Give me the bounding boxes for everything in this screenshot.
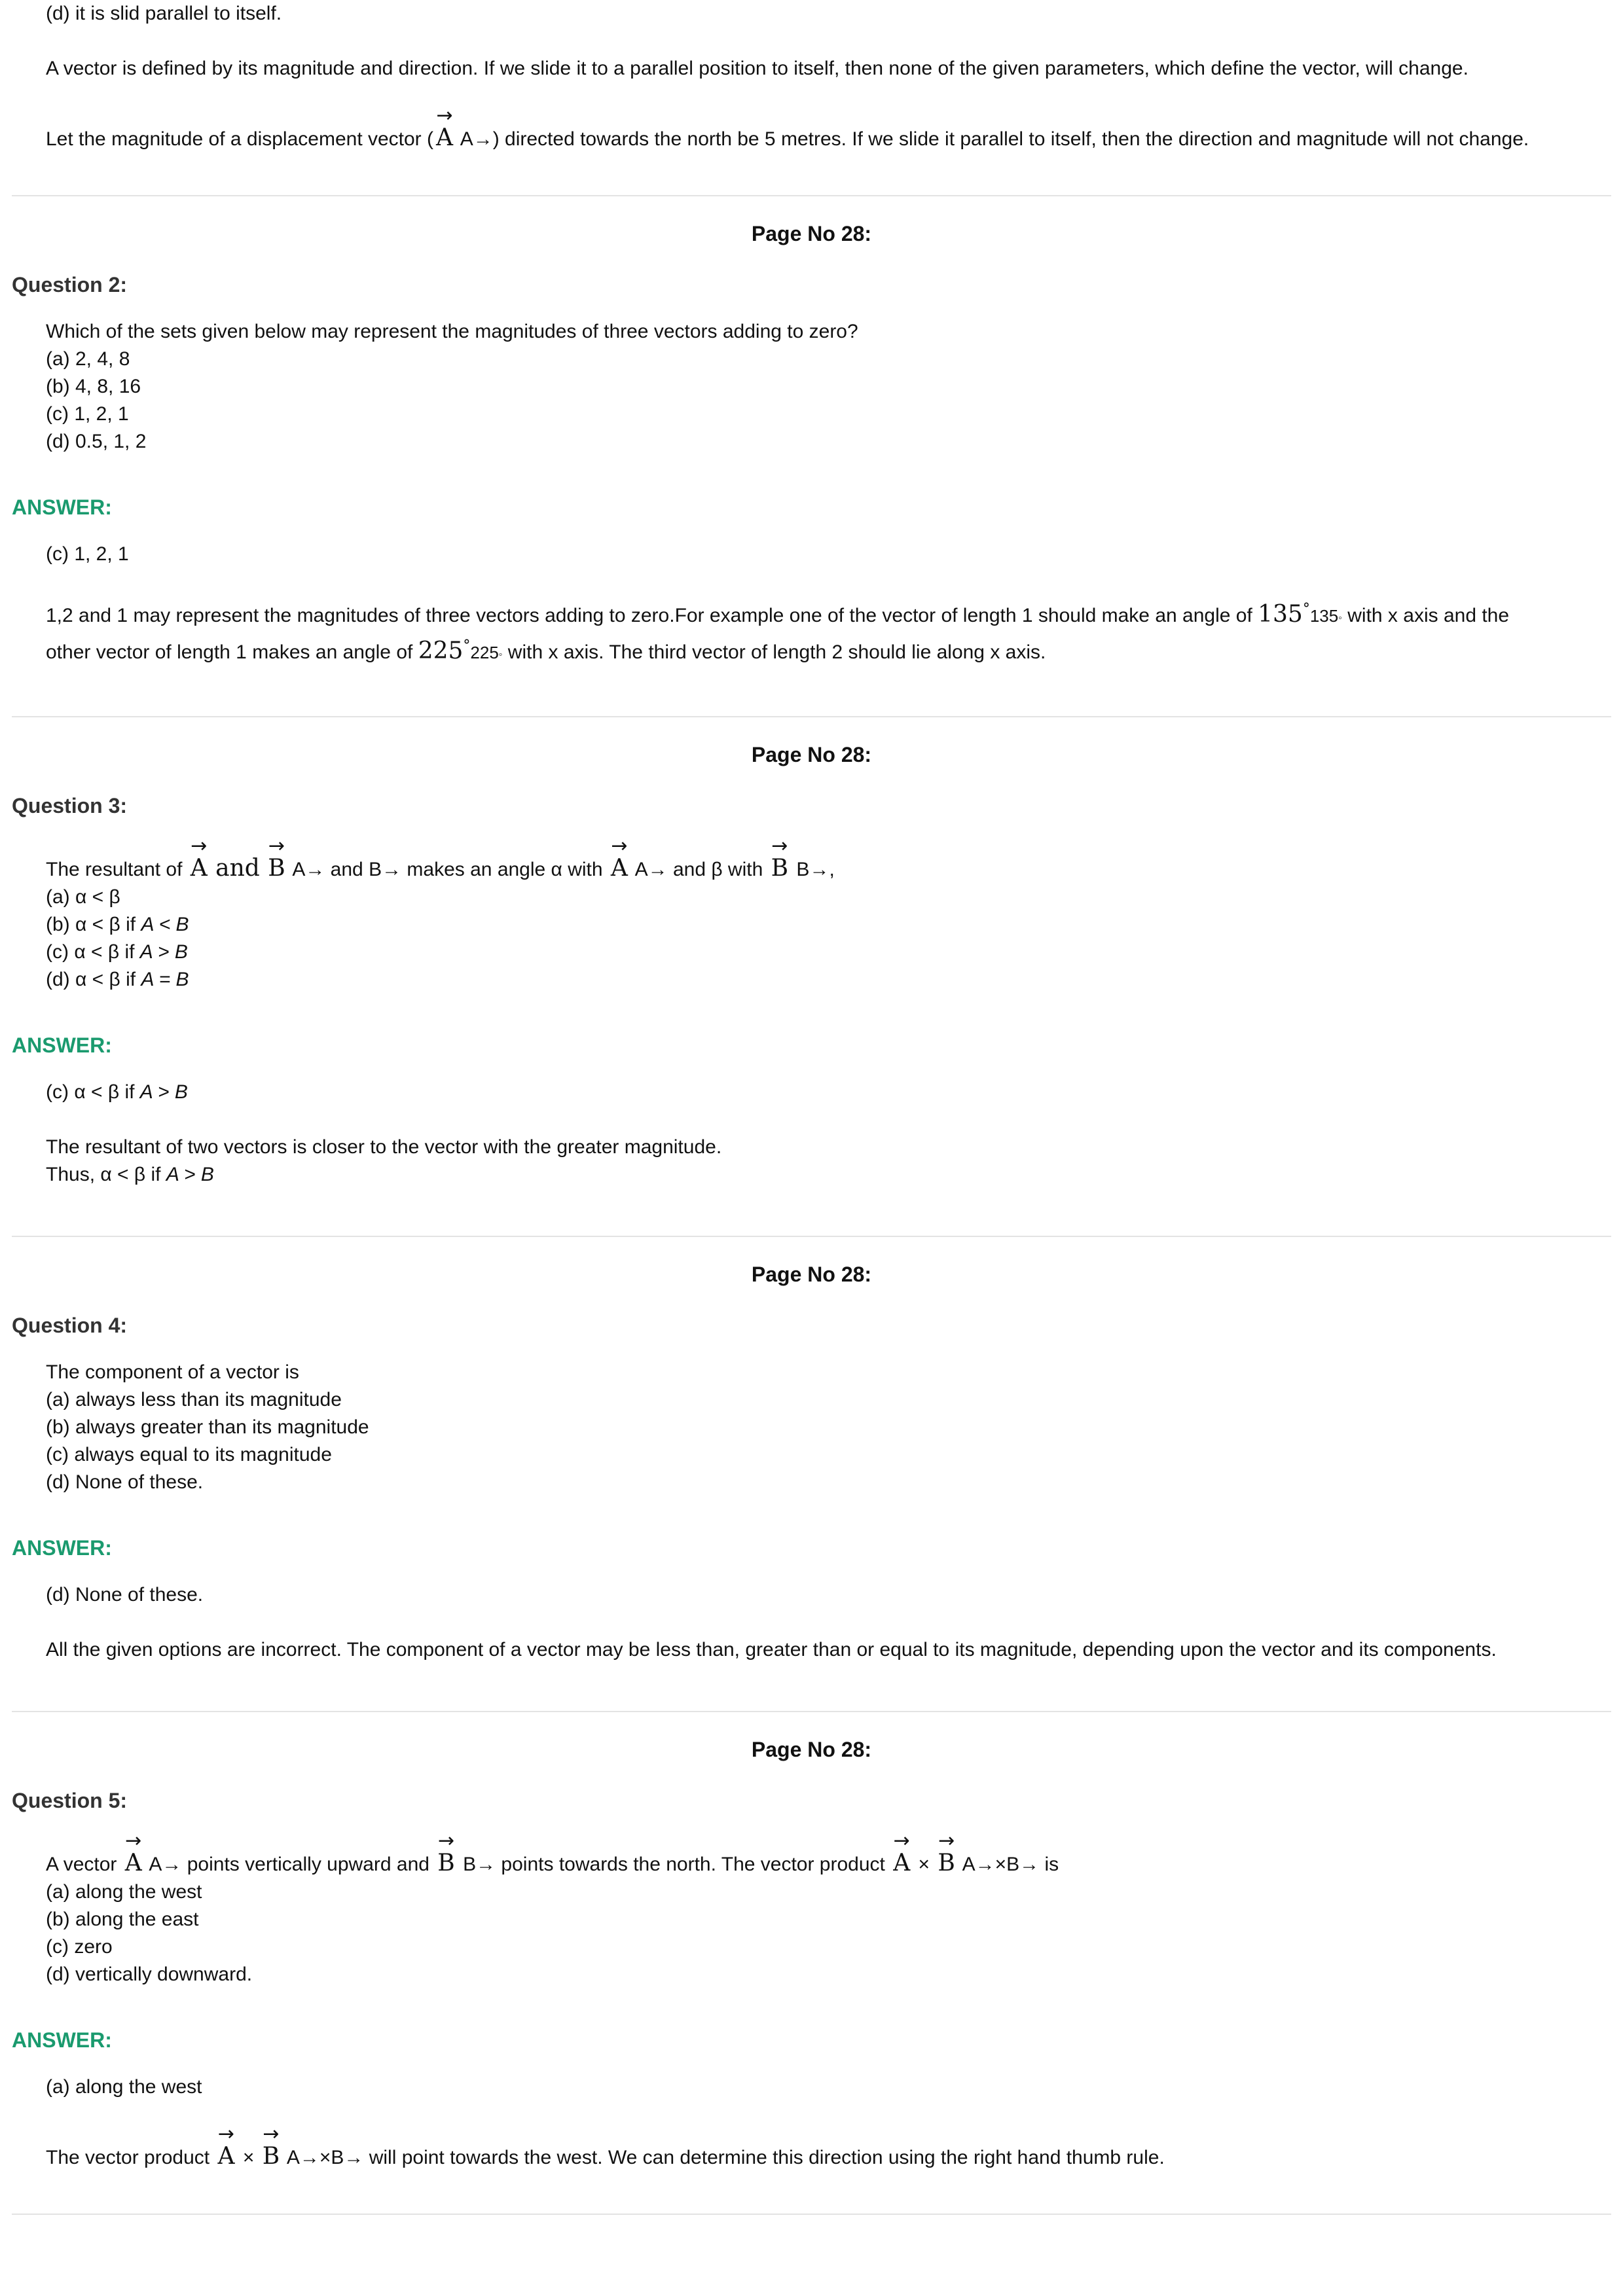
question-4-body: [46, 1359, 1610, 1496]
vector-a-symbol: → A: [608, 855, 630, 882]
question-3-text: The resultant of → A and → B A→ and B→ makes an angle α with → A A→ and β with → B B→,: [46, 855, 1610, 884]
question-3-body: [46, 855, 1610, 994]
question-2-option: (a) 2, 4, 8: [46, 348, 130, 370]
vector-b-symbol: → B: [935, 1850, 957, 1877]
question-5-text: A vector → A A→ points vertically upward and → B B→ points towards the north. The vector product → A × → B A→×B→ is: [46, 1850, 1610, 1878]
answer-2-body: [46, 541, 1610, 669]
question-2-body: [46, 318, 1610, 456]
question-3-option: (a) α < β: [46, 886, 120, 908]
answer-5-body: [46, 2073, 1610, 2172]
question-3-option: (d) α < β if A = B: [46, 969, 189, 990]
answer-4-choice: (d) None of these.: [46, 1584, 204, 1605]
cross-product-symbol: ×: [918, 1854, 930, 1875]
vector-a-symbol: → A: [215, 2143, 237, 2170]
separator: [12, 2214, 1611, 2215]
question-2-option: (b) 4, 8, 16: [46, 376, 141, 397]
q1-option-d: (d) it is slid parallel to itself.: [46, 3, 282, 24]
question-4-option: (a) always less than its magnitude: [46, 1389, 342, 1410]
answer-2-explanation-line-1: 1,2 and 1 may represent the magnitudes of three vectors adding to zero.For example one of the vector of length 1 should make an angle of 135°135◦ with x axis and the: [46, 601, 1510, 628]
page-number-label: Page No 28:: [751, 743, 872, 766]
q1-continuation: [46, 0, 1610, 153]
answer-3-explanation-line-1: The resultant of two vectors is closer to the vector with the greater magnitude.: [46, 1136, 722, 1158]
page-number-label: Page No 28:: [751, 1263, 872, 1286]
question-5-heading: Question 5:: [12, 1789, 128, 1812]
answer-label: ANSWER:: [12, 1536, 112, 1560]
question-2-text: Which of the sets given below may represent the magnitudes of three vectors adding to zero?: [46, 321, 858, 342]
page-number-label: Page No 28:: [751, 1738, 872, 1761]
question-5-option: (b) along the east: [46, 1909, 199, 1930]
vector-b-symbol: → B: [435, 1850, 457, 1877]
vector-b-symbol: → B: [265, 855, 287, 882]
page-number-label: Page No 28:: [751, 222, 872, 245]
question-4-heading: Question 4:: [12, 1314, 128, 1337]
vector-b-symbol: → B: [260, 2143, 282, 2170]
question-2-heading: Question 2:: [12, 273, 128, 296]
question-5-option: (a) along the west: [46, 1881, 202, 1903]
question-5-body: [46, 1850, 1610, 1988]
answer-5-choice: (a) along the west: [46, 2076, 202, 2098]
q1-explanation-1: A vector is defined by its magnitude and direction. If we slide it to a parallel position to itself, then none of the given parameters, which define the vector, will change.: [46, 58, 1468, 79]
answer-3-explanation-line-2: Thus, α < β if A > B: [46, 1164, 214, 1185]
question-2-option: (d) 0.5, 1, 2: [46, 431, 147, 452]
answer-2-explanation-line-2: other vector of length 1 makes an angle of 225°225◦ with x axis. The third vector of length 2 should lie along x axis.: [46, 637, 1046, 664]
answer-5-explanation: The vector product → A × → B A→×B→ will point towards the west. We can determine this direction using the right hand thumb rule.: [46, 2143, 1610, 2172]
question-4-option: (b) always greater than its magnitude: [46, 1416, 369, 1438]
answer-4-explanation: All the given options are incorrect. The component of a vector may be less than, greater than or equal to its magnitude, depending upon the vector and its components.: [46, 1639, 1497, 1660]
vector-a-symbol: → A: [890, 1850, 913, 1877]
answer-label: ANSWER:: [12, 2028, 112, 2052]
question-4-option: (c) always equal to its magnitude: [46, 1444, 332, 1465]
vector-b-symbol: → B: [769, 855, 791, 882]
vector-a-symbol: → A: [188, 855, 210, 882]
question-4-option: (d) None of these.: [46, 1471, 204, 1493]
answer-4-body: [46, 1581, 1610, 1664]
question-5-option: (d) vertically downward.: [46, 1964, 253, 1985]
question-2-option: (c) 1, 2, 1: [46, 403, 129, 425]
vector-a-symbol: → A: [433, 124, 456, 152]
question-5-option: (c) zero: [46, 1936, 113, 1958]
question-3-option: (c) α < β if A > B: [46, 941, 188, 963]
question-3-heading: Question 3:: [12, 794, 128, 817]
answer-label: ANSWER:: [12, 1033, 112, 1057]
cross-product-symbol: ×: [242, 2147, 255, 2168]
q1-explanation-2: Let the magnitude of a displacement vector (→ A A→) directed towards the north be 5 metres. If we slide it parallel to itself, then the direction and magnitude will not change.: [46, 124, 1610, 153]
answer-3-body: [46, 1079, 1610, 1189]
vector-a-symbol: → A: [122, 1850, 145, 1877]
answer-3-choice: (c) α < β if A > B: [46, 1081, 188, 1103]
answer-label: ANSWER:: [12, 495, 112, 519]
question-3-option: (b) α < β if A < B: [46, 914, 189, 935]
answer-2-choice: (c) 1, 2, 1: [46, 543, 129, 565]
question-4-text: The component of a vector is: [46, 1361, 299, 1383]
